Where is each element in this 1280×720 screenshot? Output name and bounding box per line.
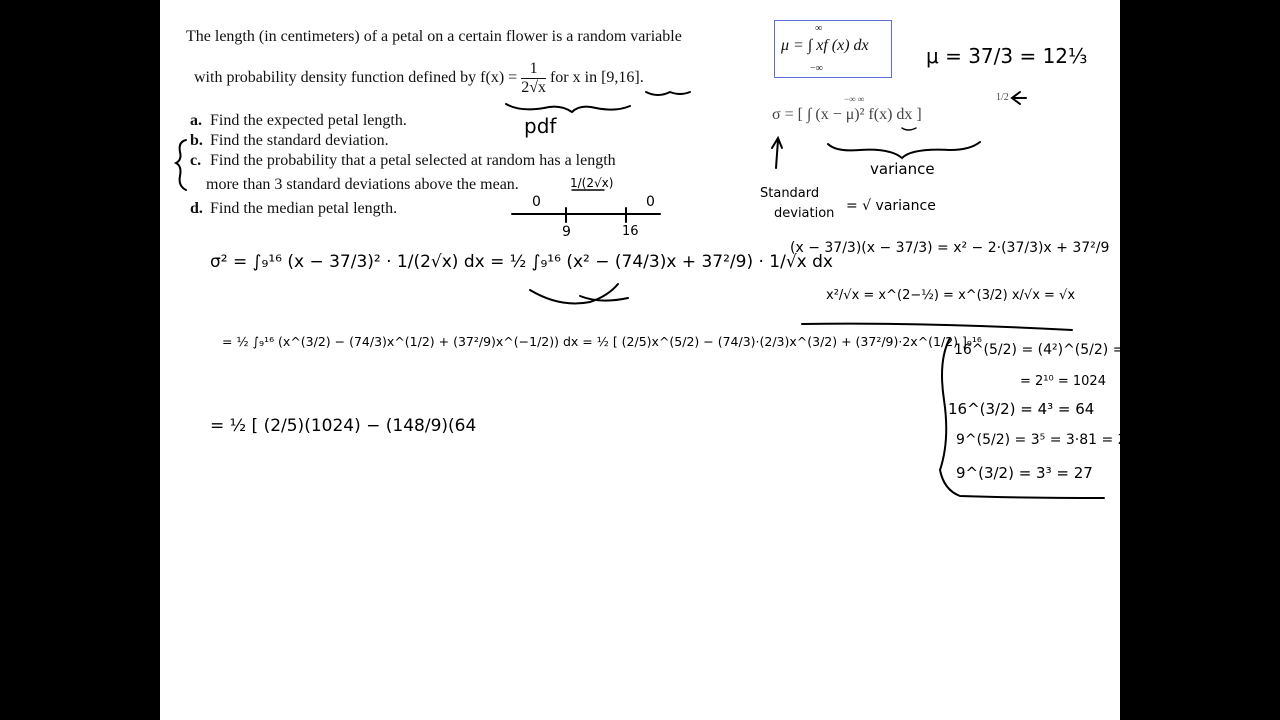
variance-label: variance — [870, 160, 935, 178]
line1-curve-arrow — [530, 284, 618, 304]
mu-formula: μ = ∫ xf (x) dx — [781, 37, 869, 54]
std-label-1: Standard — [760, 186, 820, 201]
sigma-arrow — [772, 138, 782, 168]
pdf-underline-brace — [506, 104, 630, 112]
mu-underline — [902, 128, 916, 130]
item-text-a: Find the expected petal length. — [210, 112, 407, 129]
mu-upper-limit: ∞ — [815, 23, 823, 34]
number-line-zero-left: 0 — [532, 194, 541, 210]
item-letter-d: d. — [190, 200, 203, 217]
pdf-denominator: 2√x — [521, 79, 546, 96]
side-calc-2: = 2¹⁰ = 1024 — [1020, 374, 1106, 389]
item-text-c: Find the probability that a petal selected at random has a length — [210, 152, 616, 169]
work-line-3: = ½ [ (2/5)(1024) − (148/9)(64 — [210, 416, 477, 436]
ink-strokes — [160, 0, 1120, 720]
item-letter-b: b. — [190, 132, 203, 149]
line1-curve-arrow-2 — [580, 296, 628, 301]
divider-line — [802, 324, 1072, 330]
expansion-work: (x − 37/3)(x − 37/3) = x² − 2·(37/3)x + 37²/9 — [790, 240, 1110, 256]
pdf-numerator: 1 — [521, 60, 546, 79]
item-text-b: Find the standard deviation. — [210, 132, 389, 149]
work-line-2: = ½ ∫₉¹⁶ (x^(3/2) − (74/3)x^(1/2) + (37²/9)x^(−1/2)) dx = ½ [ (2/5)x^(5/2) − (74/3)·(2/3)x^(3/2) + (37²/9)·2x^(1/2) ]₉¹⁶ — [222, 334, 982, 349]
item-letter-a: a. — [190, 112, 202, 129]
mean-result: μ = 37/3 = 12⅓ — [926, 44, 1088, 68]
item-text-c-cont: more than 3 standard deviations above the mean. — [206, 176, 519, 193]
number-line-sixteen: 16 — [622, 224, 639, 239]
sigma-formula: σ = [ ∫ (x − μ)² f(x) dx ] — [772, 106, 922, 123]
problem-intro-post: for x in [9,16]. — [549, 69, 644, 87]
pdf-fraction — [521, 60, 546, 97]
item-letter-c: c. — [190, 152, 202, 169]
problem-intro-pre: with probability density function defined by f(x) = — [194, 69, 518, 87]
number-line-zero-right: 0 — [646, 194, 655, 210]
problem-intro-line2 — [194, 60, 644, 97]
number-line-nine: 9 — [562, 224, 571, 240]
std-label-2: deviation — [774, 206, 835, 221]
std-equation: = √ variance — [846, 198, 936, 214]
side-calc-5: 9^(3/2) = 3³ = 27 — [956, 464, 1093, 482]
pdf-label: pdf — [524, 114, 557, 138]
simplify-work: x²/√x = x^(2−½) = x^(3/2) x/√x = √x — [826, 288, 1076, 303]
worksheet-page — [160, 0, 1145, 720]
sigma-limits: −∞ ∞ — [844, 94, 865, 104]
variance-brace — [828, 142, 980, 158]
side-calc-1: 16^(5/2) = (4²)^(5/2) = 4⁵ — [954, 342, 1144, 358]
interval-underline — [646, 92, 690, 95]
side-calc-3: 16^(3/2) = 4³ = 64 — [948, 400, 1095, 418]
work-line-1: σ² = ∫₉¹⁶ (x − 37/3)² · 1/(2√x) dx = ½ ∫₉¹⁶ (x² − (74/3)x + 37²/9) · 1/√x dx — [210, 252, 833, 272]
parts-bc-brace — [176, 140, 186, 190]
number-line-fraction: 1/(2√x) — [570, 176, 614, 190]
sigma-exponent: 1/2 — [996, 92, 1009, 103]
side-calc-4: 9^(5/2) = 3⁵ = 3·81 = 243 — [956, 432, 1145, 448]
item-text-d: Find the median petal length. — [210, 200, 398, 217]
mean-formula-box — [774, 20, 892, 78]
sigma-exp-arrow — [1012, 92, 1026, 104]
mu-lower-limit: −∞ — [810, 63, 823, 74]
problem-intro-line1: The length (in centimeters) of a petal on a certain flower is a random variable — [186, 28, 682, 45]
